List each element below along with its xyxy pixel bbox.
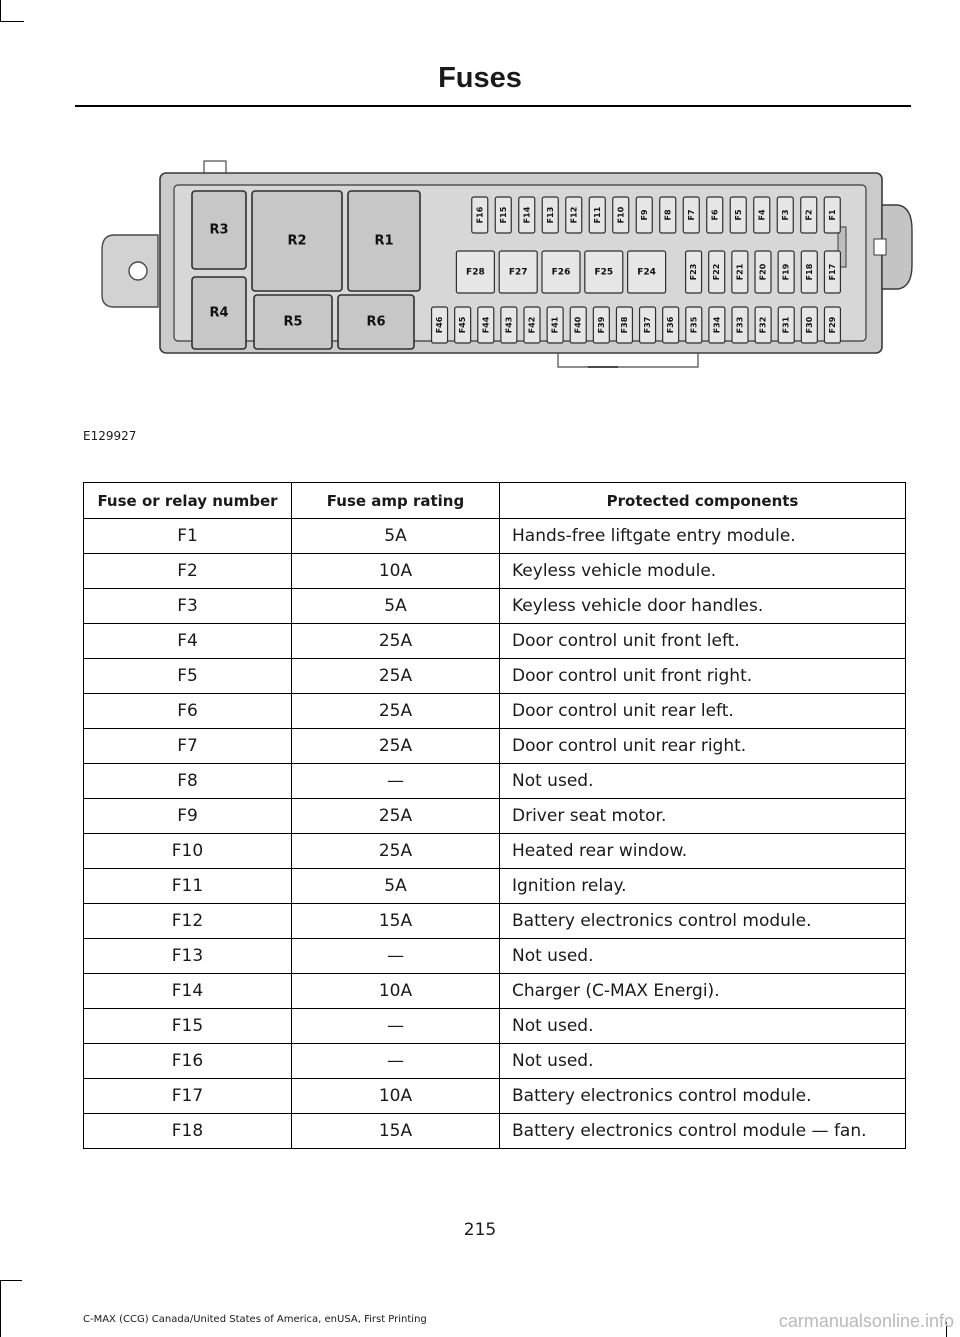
amp-rating-cell: 25A	[292, 659, 500, 694]
fuse-number-cell: F2	[84, 554, 292, 589]
fuse-label: R4	[209, 305, 229, 321]
protected-component-cell: Battery electronics control module — fan.	[500, 1114, 906, 1149]
fuse-number-cell: F3	[84, 589, 292, 624]
amp-rating-cell: 10A	[292, 1079, 500, 1114]
amp-rating-cell: 25A	[292, 799, 500, 834]
protected-component-cell: Door control unit rear left.	[500, 694, 906, 729]
fuse-label: F19	[781, 263, 791, 281]
fuse-label: F4	[757, 209, 767, 221]
table-row	[84, 869, 906, 904]
fuse-label: F26	[551, 267, 571, 278]
amp-rating-cell: 15A	[292, 904, 500, 939]
amp-rating-cell: 5A	[292, 589, 500, 624]
amp-rating-cell: 10A	[292, 554, 500, 589]
crop-mark-top-left	[0, 0, 1, 22]
fuse-table-body	[84, 519, 906, 1149]
table-row	[84, 624, 906, 659]
fuse-table	[83, 482, 906, 1149]
fuse-number-cell: F14	[84, 974, 292, 1009]
fuse-label: F31	[781, 316, 791, 334]
fuse-row-middle-right	[686, 251, 841, 293]
protected-component-cell: Battery electronics control module.	[500, 904, 906, 939]
page-number: 215	[463, 1220, 497, 1240]
fuse-label: F46	[435, 316, 445, 334]
fuse-number-cell: F11	[84, 869, 292, 904]
table-row	[84, 764, 906, 799]
fuse-label: F43	[504, 316, 514, 334]
fuse-number-cell: F17	[84, 1079, 292, 1114]
column-header-protected-components: Protected components	[500, 483, 906, 519]
protected-component-cell: Hands-free liftgate entry module.	[500, 519, 906, 554]
fuse-label: F33	[735, 316, 745, 334]
protected-component-cell: Charger (C-MAX Energi).	[500, 974, 906, 1009]
fuse-label: F30	[804, 316, 814, 334]
fuse-label: F27	[508, 267, 528, 278]
table-row	[84, 519, 906, 554]
amp-rating-cell: 25A	[292, 729, 500, 764]
fuse-number-cell: F16	[84, 1044, 292, 1079]
table-row	[84, 904, 906, 939]
fuse-label: F10	[616, 206, 626, 224]
table-row	[84, 554, 906, 589]
table-row	[84, 1114, 906, 1149]
fuse-label: F44	[481, 316, 491, 334]
protected-component-cell: Not used.	[500, 1044, 906, 1079]
fuse-label: F35	[689, 316, 699, 334]
crop-mark-top-left-h	[0, 21, 24, 22]
fuse-label: F34	[712, 316, 722, 334]
table-row	[84, 694, 906, 729]
protected-component-cell: Door control unit front left.	[500, 624, 906, 659]
title-divider	[75, 105, 911, 107]
fuse-number-cell: F7	[84, 729, 292, 764]
fuse-label: F6	[710, 209, 720, 221]
fuse-label: R5	[283, 314, 303, 330]
crop-mark-bottom-left-h	[0, 1280, 22, 1281]
fuse-number-cell: F4	[84, 624, 292, 659]
fuse-label: F45	[458, 316, 468, 334]
fuse-label: F38	[619, 316, 629, 334]
protected-component-cell: Heated rear window.	[500, 834, 906, 869]
table-row	[84, 1009, 906, 1044]
fuse-label: F25	[594, 267, 614, 278]
fuse-number-cell: F5	[84, 659, 292, 694]
fuse-number-cell: F15	[84, 1009, 292, 1044]
table-row	[84, 974, 906, 1009]
protected-component-cell: Not used.	[500, 1009, 906, 1044]
protected-component-cell: Not used.	[500, 939, 906, 974]
fuse-number-cell: F1	[84, 519, 292, 554]
fuse-label: F37	[643, 316, 653, 334]
fuse-number-cell: F6	[84, 694, 292, 729]
protected-component-cell: Door control unit rear right.	[500, 729, 906, 764]
table-row	[84, 1044, 906, 1079]
protected-component-cell: Battery electronics control module.	[500, 1079, 906, 1114]
page-title: Fuses	[438, 62, 522, 94]
amp-rating-cell: 10A	[292, 974, 500, 1009]
amp-rating-cell: 15A	[292, 1114, 500, 1149]
table-row	[84, 834, 906, 869]
table-header-row	[84, 483, 906, 519]
fuse-label: F14	[522, 206, 532, 224]
fuse-label: F24	[637, 267, 656, 278]
fuse-box-drawing	[98, 155, 918, 380]
amp-rating-cell: 5A	[292, 519, 500, 554]
fuse-number-cell: F9	[84, 799, 292, 834]
fuse-label: F21	[735, 263, 745, 281]
fuse-number-cell: F8	[84, 764, 292, 799]
amp-rating-cell: —	[292, 764, 500, 799]
fuse-number-cell: F12	[84, 904, 292, 939]
fuse-label: F2	[804, 209, 814, 221]
fuse-label: R6	[366, 314, 386, 330]
fuse-label: F11	[592, 206, 602, 224]
fuse-label: F8	[663, 209, 673, 221]
fuse-label: F18	[804, 263, 814, 281]
column-header-fuse-number: Fuse or relay number	[84, 483, 292, 519]
fuse-number-cell: F10	[84, 834, 292, 869]
amp-rating-cell: —	[292, 939, 500, 974]
fuse-label: F23	[689, 263, 699, 281]
fuse-label: F39	[596, 316, 606, 334]
image-code: E129927	[83, 429, 137, 443]
fuse-label: F12	[569, 206, 579, 224]
fuse-label: F15	[498, 206, 508, 224]
fuse-label: F32	[758, 316, 768, 334]
watermark: carmanualsonline.info	[778, 1311, 954, 1331]
amp-rating-cell: 5A	[292, 869, 500, 904]
fuse-label: F29	[827, 316, 837, 334]
table-row	[84, 1079, 906, 1114]
fuse-label: F5	[733, 209, 743, 221]
fuse-label: F36	[666, 316, 676, 334]
fuse-label: F13	[545, 206, 555, 224]
fuse-label: F9	[639, 209, 649, 221]
footer-text: C-MAX (CCG) Canada/United States of America, enUSA, First Printing	[83, 1314, 427, 1325]
protected-component-cell: Ignition relay.	[500, 869, 906, 904]
column-header-amp-rating: Fuse amp rating	[292, 483, 500, 519]
fuse-label: F16	[475, 206, 485, 224]
fuse-label: F28	[466, 267, 485, 278]
protected-component-cell: Door control unit front right.	[500, 659, 906, 694]
fuse-box-diagram	[98, 155, 918, 380]
amp-rating-cell: —	[292, 1009, 500, 1044]
table-row	[84, 799, 906, 834]
amp-rating-cell: 25A	[292, 694, 500, 729]
fuse-label: F17	[827, 263, 837, 281]
fuse-label: F1	[827, 209, 837, 221]
fuse-label: F7	[686, 209, 696, 221]
fuse-label: F20	[758, 263, 768, 281]
amp-rating-cell: 25A	[292, 624, 500, 659]
protected-component-cell: Driver seat motor.	[500, 799, 906, 834]
fuse-label: F22	[712, 263, 722, 281]
fuse-number-cell: F18	[84, 1114, 292, 1149]
fuse-label: F42	[527, 316, 537, 334]
fuse-number-cell: F13	[84, 939, 292, 974]
protected-component-cell: Keyless vehicle module.	[500, 554, 906, 589]
table-row	[84, 659, 906, 694]
fuse-label: F3	[780, 209, 790, 221]
crop-mark-bottom-left	[0, 1280, 1, 1337]
table-row	[84, 939, 906, 974]
fuse-label: R2	[287, 233, 307, 249]
amp-rating-cell: —	[292, 1044, 500, 1079]
fuse-row-middle-left	[456, 251, 665, 293]
fuse-label: R1	[374, 233, 394, 249]
fuse-label: F41	[550, 316, 560, 334]
amp-rating-cell: 25A	[292, 834, 500, 869]
table-row	[84, 589, 906, 624]
fuse-label: R3	[209, 222, 229, 238]
table-row	[84, 729, 906, 764]
protected-component-cell: Not used.	[500, 764, 906, 799]
protected-component-cell: Keyless vehicle door handles.	[500, 589, 906, 624]
fuse-label: F40	[573, 316, 583, 334]
